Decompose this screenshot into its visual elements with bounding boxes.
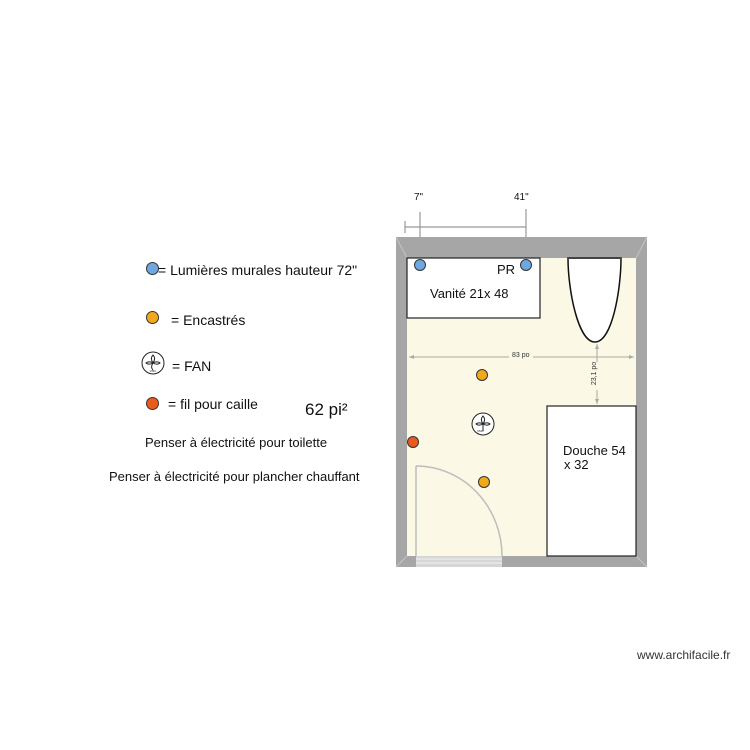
- shower-label-2: x 32: [564, 457, 589, 472]
- shower: [547, 406, 636, 556]
- dim-left-label: 7": [414, 192, 424, 203]
- dim-right-label: 41": [514, 192, 529, 203]
- recessed-light-1: [477, 370, 488, 381]
- toilet-gap-label: 23,1 po: [591, 361, 599, 386]
- wall-light-right: [521, 260, 532, 271]
- vanity-label: Vanité 21x 48: [430, 286, 509, 301]
- svg-text:VMC: VMC: [149, 369, 157, 373]
- shower-label-1: Douche 54: [563, 443, 626, 458]
- vanity-tag: PR: [497, 262, 516, 277]
- watermark: www.archifacile.fr: [637, 648, 731, 662]
- note-toilet: Penser à électricité pour toilette: [145, 435, 328, 450]
- legend-recessed-label: = Encastrés: [171, 312, 246, 328]
- fan-vmc-text: VMC: [477, 429, 484, 433]
- wall-light-left: [415, 260, 426, 271]
- door-threshold: [416, 556, 502, 567]
- legend-wire-label: = fil pour caille: [168, 396, 258, 412]
- wire-point: [408, 437, 419, 448]
- area-label: 62 pi²: [305, 400, 348, 419]
- note-heated-floor: Penser à électricité pour plancher chauffant: [109, 469, 360, 484]
- width-dim-label: 83 po: [512, 352, 530, 359]
- recessed-light-2: [479, 477, 490, 488]
- legend-fan-label: = FAN: [172, 358, 212, 374]
- legend-wall-light-label: = Lumières murales hauteur 72": [158, 262, 358, 278]
